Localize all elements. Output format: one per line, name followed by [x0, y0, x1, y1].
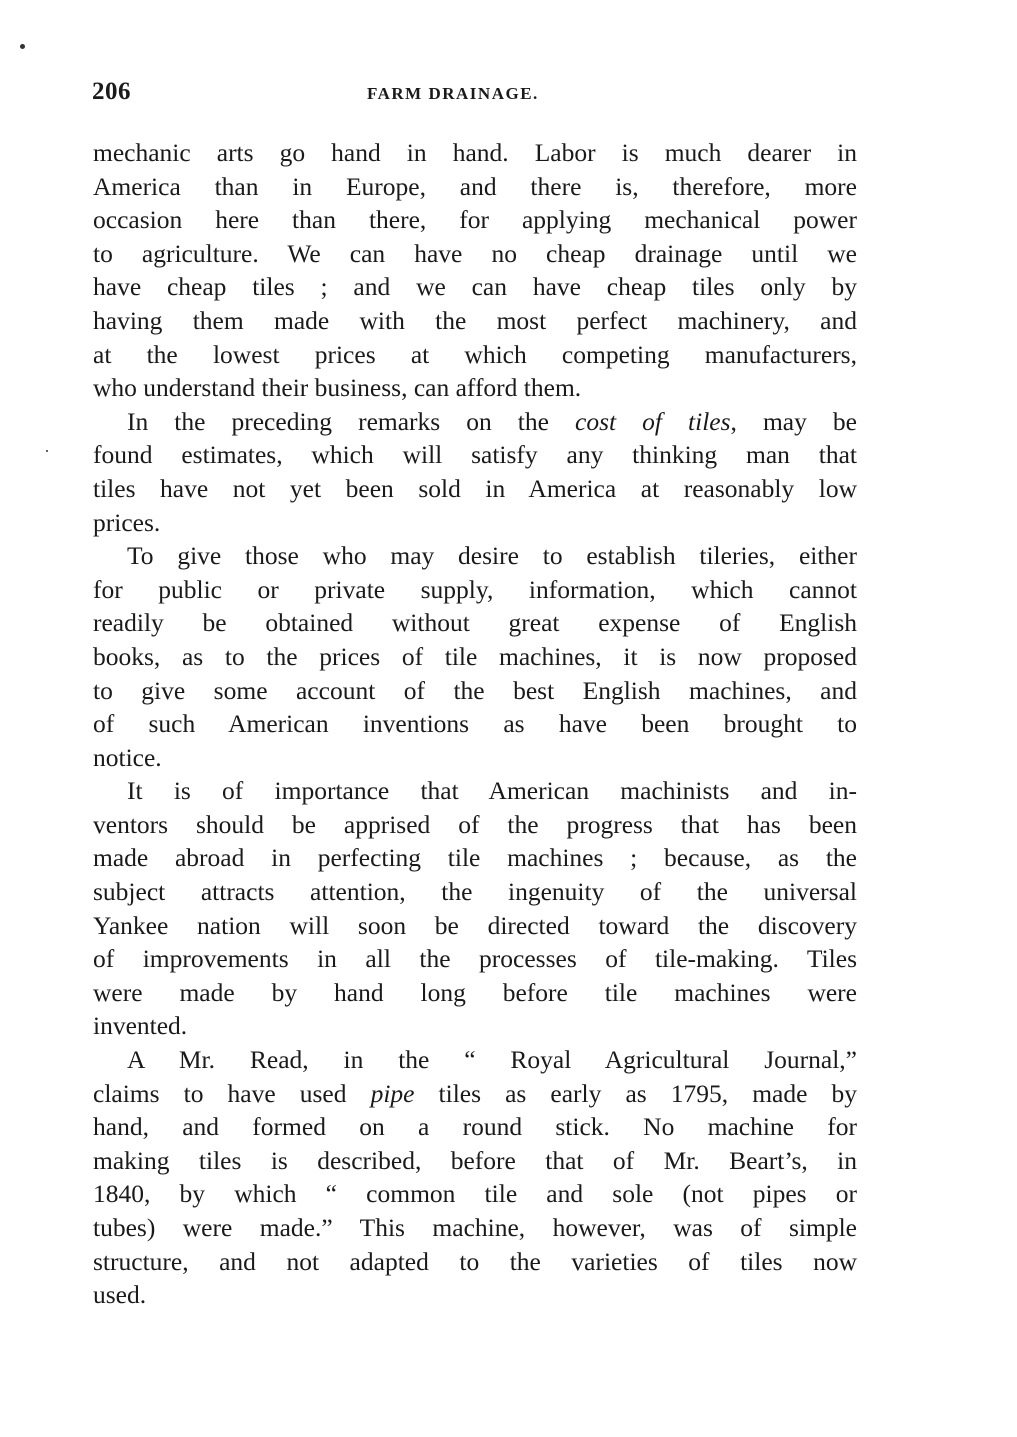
text-line: having them made with the most perfect machinery, and [93, 305, 857, 335]
text-line: It is of importance that American machinists and in- [127, 776, 857, 806]
text-line: ventors should be apprised of the progress that has been [93, 809, 857, 839]
italic-word: pipe [370, 1078, 415, 1108]
text-line [93, 405, 857, 439]
text-line: have cheap tiles ; and we can have cheap tiles only by [93, 272, 857, 302]
text-line: notice. [93, 742, 162, 772]
text-line: occasion here than there, for applying mechanical power [93, 205, 857, 235]
text-line: America than in Europe, and there is, therefore, more [93, 171, 857, 201]
page-number: 206 [92, 78, 131, 105]
text-line [93, 1077, 857, 1111]
text-line: readily be obtained without great expense of English [93, 608, 857, 638]
text-run: In the preceding remarks on the [127, 406, 576, 436]
text-line: used. [93, 1280, 147, 1310]
text-line: at the lowest prices at which competing manufacturers, [93, 339, 857, 369]
text-line: to give some account of the best English machines, and [93, 675, 857, 705]
text-line: 1840, by which “ common tile and sole (not pipes or [93, 1179, 857, 1209]
running-head: FARM DRAINAGE. [367, 84, 539, 103]
text-line: making tiles is described, before that of Mr. Beart’s, in [93, 1145, 857, 1175]
text-line: to agriculture. We can have no cheap drainage until we [93, 238, 857, 268]
text-line: Yankee nation will soon be directed toward the discovery [93, 910, 857, 940]
text-run: claims to have used [93, 1078, 371, 1108]
page-header [92, 78, 857, 114]
text-line: of improvements in all the processes of tile-making. Tiles [93, 944, 857, 974]
text-line: who understand their business, can afford them. [93, 373, 582, 403]
text-line: books, as to the prices of tile machines, it is now proposed [93, 641, 857, 671]
italic-phrase: cost of tiles [575, 406, 731, 436]
text-line: mechanic arts go hand in hand. Labor is much dearer in [93, 138, 857, 167]
text-line: invented. [93, 1011, 188, 1041]
text-line: were made by hand long before tile machines were [93, 977, 857, 1007]
text-line: subject attracts attention, the ingenuity of the universal [93, 877, 857, 907]
scan-speck [46, 450, 48, 452]
text-line: prices. [93, 507, 161, 537]
text-line: A Mr. Read, in the “ Royal Agricultural Journal,” [127, 1045, 857, 1075]
text-line: hand, and formed on a round stick. No machine for [93, 1112, 857, 1142]
scan-speck [20, 44, 25, 49]
text-line: made abroad in perfecting tile machines ; because, as the [93, 843, 857, 873]
text-line: tiles have not yet been sold in America at reasonably low [93, 473, 857, 503]
text-line: for public or private supply, information, which cannot [93, 574, 857, 604]
text-run: , may be [730, 406, 857, 436]
text-line: structure, and not adapted to the varieties of tiles now [93, 1246, 857, 1276]
text-line: tubes) were made.” This machine, however, was of simple [93, 1213, 857, 1242]
text-line: found estimates, which will satisfy any thinking man that [93, 440, 857, 470]
body-text [93, 136, 857, 1312]
text-line: of such American inventions as have been brought to [93, 709, 857, 739]
text-run: tiles as early as 1795, made by [414, 1078, 857, 1108]
text-line: To give those who may desire to establish tileries, either [127, 541, 857, 571]
